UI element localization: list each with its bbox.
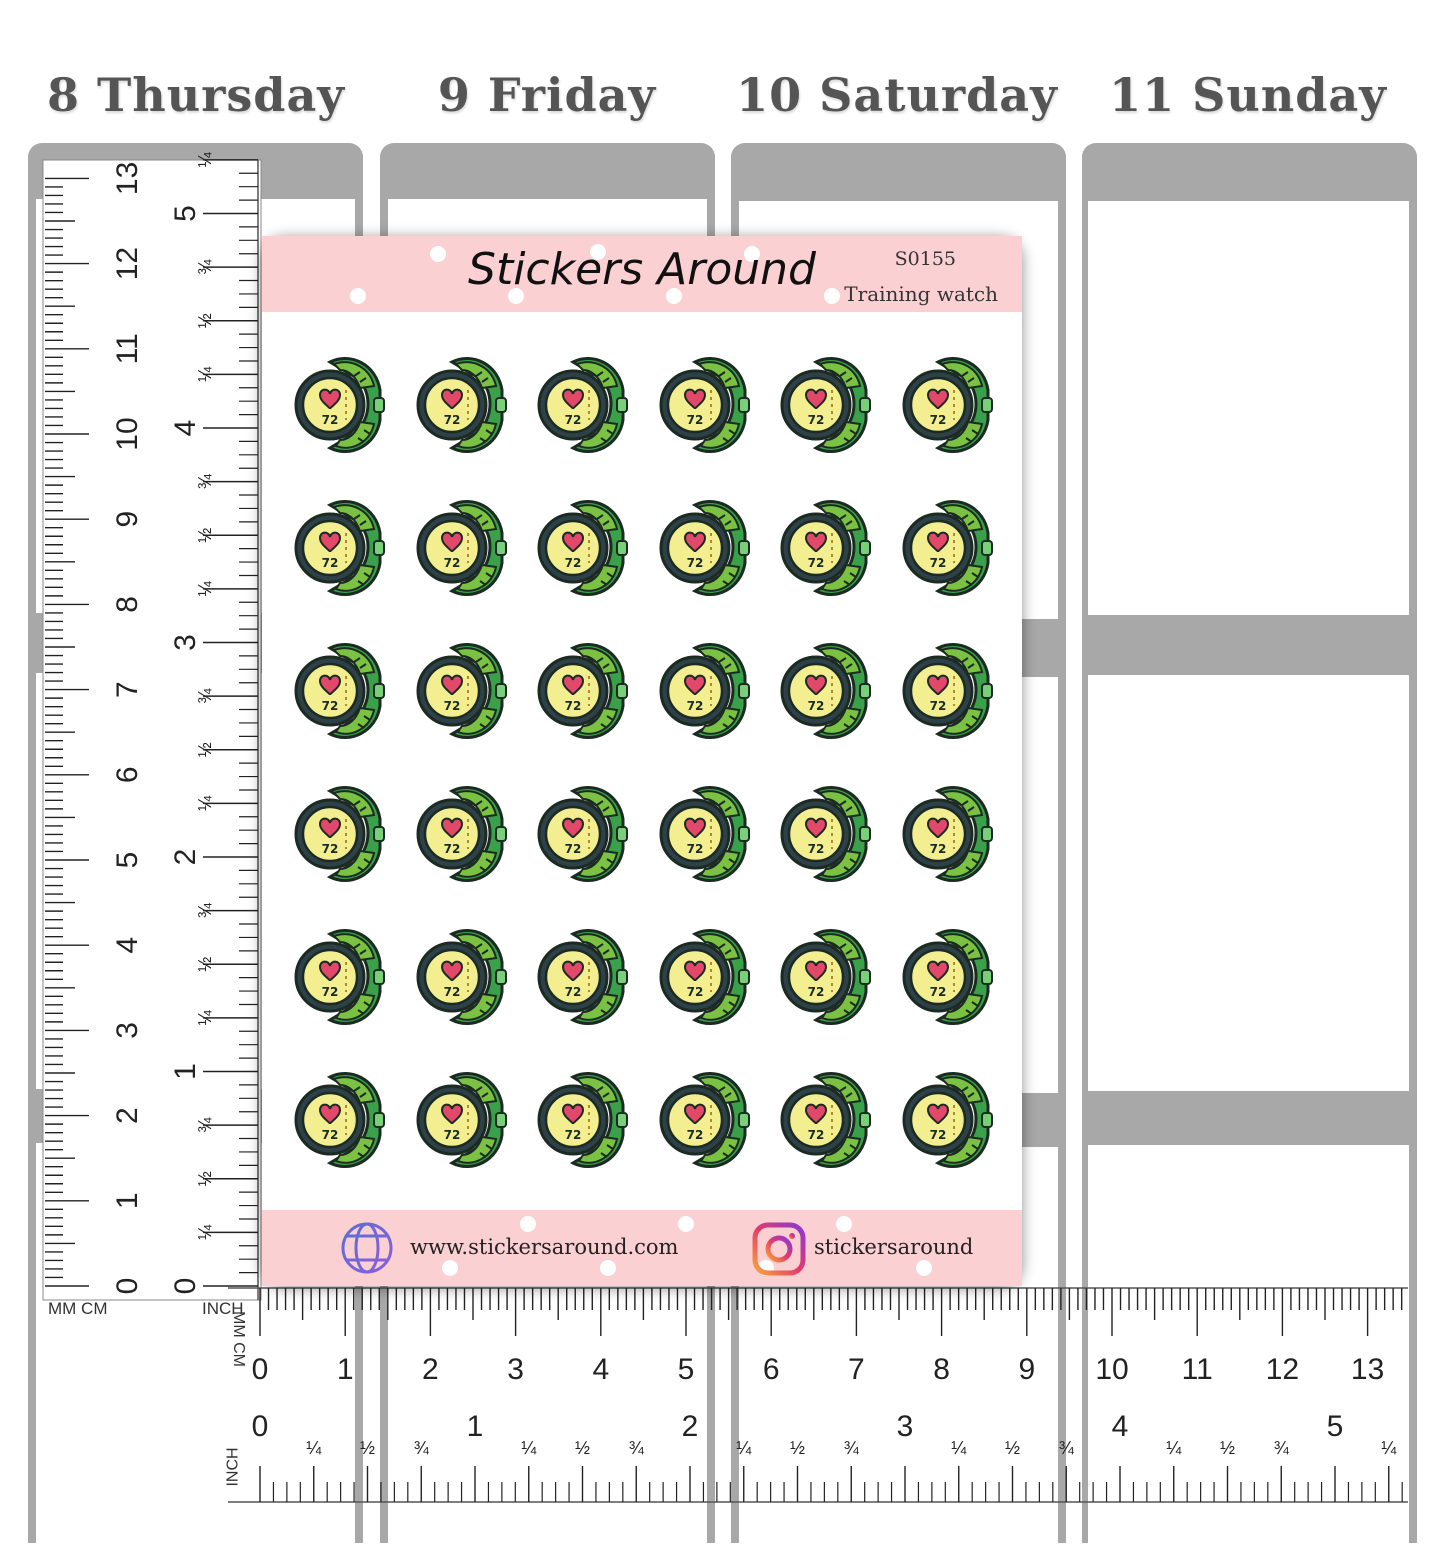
svg-text:72: 72 [564, 413, 582, 427]
training-watch-icon [776, 783, 872, 885]
training-watch-icon [412, 354, 508, 456]
ruler-cm-label: 13 [1350, 1353, 1385, 1386]
svg-text:72: 72 [807, 985, 825, 999]
ruler-fraction-label: ¼ [951, 1438, 967, 1458]
training-watch-icon [655, 1069, 751, 1171]
ruler-inch-label: 1 [169, 1063, 202, 1080]
ruler-cm-label: 5 [677, 1353, 695, 1386]
svg-text:72: 72 [929, 556, 946, 570]
ruler-inch-label: 0 [251, 1410, 269, 1443]
training-watch-icon [412, 783, 508, 885]
ruler-fraction-label: ¾ [195, 474, 215, 490]
training-watch-icon [533, 1069, 629, 1171]
training-watch-icon [776, 926, 872, 1028]
svg-text:72: 72 [807, 413, 825, 427]
training-watch-icon [412, 1069, 508, 1171]
training-watch-icon [655, 783, 751, 885]
ruler-cm-label: 9 [1018, 1353, 1036, 1386]
sheet-footer-banner [262, 1210, 1022, 1286]
day-title-thursday: 8 Thursday [47, 68, 345, 122]
ruler-inch-label: 4 [169, 419, 202, 437]
website-link[interactable]: www.stickersaround.com [410, 1235, 679, 1259]
svg-text:72: 72 [807, 1128, 825, 1142]
training-watch-icon [776, 497, 872, 599]
training-watch-icon [898, 783, 994, 885]
training-watch-icon [898, 926, 994, 1028]
training-watch-icon [655, 497, 751, 599]
ruler-fraction-label: ¾ [1273, 1438, 1289, 1458]
ruler-cm-label: 6 [762, 1353, 780, 1386]
ruler-fraction-label: ½ [195, 1171, 215, 1187]
svg-text:72: 72 [929, 413, 946, 427]
ruler-fraction-label: ¼ [736, 1438, 752, 1458]
ruler-cm-label: 5 [111, 851, 144, 869]
training-watch-icon [412, 640, 508, 742]
svg-text:72: 72 [443, 1128, 460, 1142]
ruler-fraction-label: ¼ [195, 1010, 215, 1026]
training-watch-icon [412, 926, 508, 1028]
svg-text:72: 72 [443, 413, 460, 427]
svg-text:72: 72 [321, 985, 339, 999]
svg-text:72: 72 [686, 413, 703, 427]
svg-text:72: 72 [929, 1128, 946, 1142]
ruler-cm-label: 10 [111, 417, 144, 451]
training-watch-icon [655, 926, 751, 1028]
svg-text:72: 72 [686, 699, 703, 713]
ruler-cm-label: 4 [111, 936, 144, 954]
ruler-cm-label: 2 [111, 1107, 144, 1124]
ruler-fraction-label: ¾ [195, 688, 215, 704]
svg-text:72: 72 [443, 699, 460, 713]
ruler-inch-label: 0 [169, 1277, 202, 1295]
horizontal-ruler [228, 1286, 1408, 1506]
ruler-h-inch-label: INCH [224, 1447, 242, 1487]
sticker-subtitle: Training watch [844, 282, 998, 306]
training-watch-icon [533, 783, 629, 885]
ruler-cm-label: 9 [111, 510, 144, 528]
training-watch-icon [776, 354, 872, 456]
training-watch-icon [290, 354, 386, 456]
ruler-cm-label: 3 [111, 1022, 144, 1039]
svg-text:72: 72 [321, 556, 339, 570]
ruler-cm-label: 8 [933, 1353, 950, 1386]
training-watch-icon [290, 926, 386, 1028]
training-watch-icon [290, 1069, 386, 1171]
instagram-icon [752, 1222, 806, 1276]
svg-text:72: 72 [929, 699, 946, 713]
svg-text:72: 72 [686, 1128, 703, 1142]
training-watch-icon [898, 497, 994, 599]
ruler-fraction-label: ½ [574, 1438, 591, 1458]
ruler-cm-label: 7 [111, 681, 144, 698]
svg-text:72: 72 [807, 699, 825, 713]
svg-text:72: 72 [321, 842, 339, 856]
ruler-fraction-label: ¾ [628, 1438, 644, 1458]
ruler-fraction-label: ¾ [195, 903, 215, 919]
ruler-inch-label: 5 [1326, 1410, 1344, 1443]
svg-text:72: 72 [686, 985, 703, 999]
ruler-cm-label: 1 [111, 1192, 144, 1210]
day-title-saturday: 10 Saturday [736, 68, 1058, 122]
ruler-cm-label: 1 [336, 1353, 354, 1386]
ruler-inch-label: 3 [169, 634, 202, 651]
svg-text:72: 72 [321, 699, 339, 713]
ruler-inch-label: 2 [681, 1410, 699, 1443]
svg-text:72: 72 [929, 842, 946, 856]
svg-text:72: 72 [564, 556, 582, 570]
svg-text:72: 72 [807, 556, 825, 570]
training-watch-icon [533, 926, 629, 1028]
ruler-cm-label: 11 [1181, 1353, 1213, 1386]
svg-text:72: 72 [443, 985, 460, 999]
globe-icon [340, 1221, 394, 1275]
day-title-sunday: 11 Sunday [1109, 68, 1387, 122]
sticker-code: S0155 [894, 248, 956, 270]
ruler-cm-label: 4 [592, 1353, 610, 1386]
ruler-fraction-label: ¼ [521, 1438, 537, 1458]
training-watch-icon [655, 640, 751, 742]
svg-text:72: 72 [564, 699, 582, 713]
svg-text:72: 72 [564, 842, 582, 856]
ruler-fraction-label: ¼ [195, 152, 215, 168]
ruler-fraction-label: ¾ [195, 259, 215, 275]
svg-text:72: 72 [686, 842, 703, 856]
ruler-fraction-label: ¼ [195, 366, 215, 382]
training-watch-icon [412, 497, 508, 599]
svg-text:72: 72 [443, 556, 460, 570]
ruler-cm-label: 3 [507, 1353, 524, 1386]
svg-text:72: 72 [321, 413, 339, 427]
training-watch-icon [655, 354, 751, 456]
training-watch-icon [533, 497, 629, 599]
ruler-fraction-label: ½ [1004, 1438, 1021, 1458]
training-watch-icon [898, 1069, 994, 1171]
training-watch-icon [533, 354, 629, 456]
ruler-fraction-label: ½ [195, 956, 215, 972]
ruler-cm-label: 12 [111, 246, 144, 281]
training-watch-icon [776, 1069, 872, 1171]
sticker-sheet [262, 236, 1022, 1286]
svg-text:72: 72 [929, 985, 946, 999]
ruler-h-unit-label: MM CM [229, 1311, 247, 1367]
ruler-fraction-label: ½ [195, 742, 215, 758]
day-title-friday: 9 Friday [437, 68, 657, 122]
ruler-fraction-label: ½ [789, 1438, 806, 1458]
ruler-fraction-label: ¾ [1058, 1438, 1074, 1458]
ruler-v-unit-label: MM CM [48, 1299, 108, 1318]
ruler-inch-label: 1 [466, 1410, 484, 1443]
ruler-cm-label: 10 [1095, 1353, 1129, 1386]
ruler-cm-label: 6 [111, 766, 144, 784]
training-watch-icon [290, 783, 386, 885]
ruler-inch-label: 4 [1111, 1410, 1129, 1443]
svg-text:72: 72 [564, 1128, 582, 1142]
svg-text:72: 72 [686, 556, 703, 570]
ruler-cm-label: 8 [111, 596, 144, 613]
ruler-v-inch-label: INCH [202, 1299, 244, 1318]
svg-text:72: 72 [564, 985, 582, 999]
svg-text:72: 72 [443, 842, 460, 856]
ruler-fraction-label: ¾ [413, 1438, 429, 1458]
ruler-fraction-label: ¼ [1166, 1438, 1182, 1458]
ruler-cm-label: 0 [111, 1277, 144, 1295]
training-watch-icon [898, 640, 994, 742]
ruler-fraction-label: ½ [359, 1438, 376, 1458]
ruler-fraction-label: ¾ [843, 1438, 859, 1458]
ruler-cm-label: 11 [111, 333, 144, 365]
ruler-cm-label: 7 [848, 1353, 865, 1386]
training-watch-icon [533, 640, 629, 742]
ruler-cm-label: 13 [111, 161, 144, 196]
ruler-inch-label: 5 [169, 205, 202, 222]
training-watch-icon [776, 640, 872, 742]
svg-text:72: 72 [807, 842, 825, 856]
ruler-inch-label: 2 [169, 848, 202, 866]
ruler-cm-label: 0 [251, 1353, 269, 1386]
instagram-handle[interactable]: stickersaround [814, 1235, 974, 1259]
sheet-header-banner [262, 236, 1022, 312]
vertical-ruler [43, 152, 263, 1300]
ruler-fraction-label: ¼ [195, 1224, 215, 1240]
ruler-fraction-label: ½ [195, 313, 215, 329]
brand-title: Stickers Around [468, 244, 816, 295]
svg-text:72: 72 [321, 1128, 339, 1142]
training-watch-icon [898, 354, 994, 456]
training-watch-icon [290, 640, 386, 742]
training-watch-icon [290, 497, 386, 599]
ruler-fraction-label: ¼ [195, 581, 215, 597]
ruler-cm-label: 12 [1265, 1353, 1300, 1386]
ruler-fraction-label: ¼ [306, 1438, 322, 1458]
ruler-fraction-label: ½ [1219, 1438, 1236, 1458]
ruler-inch-label: 3 [896, 1410, 914, 1443]
ruler-fraction-label: ¾ [195, 1117, 215, 1133]
ruler-cm-label: 2 [422, 1353, 439, 1386]
ruler-fraction-label: ¼ [195, 795, 215, 811]
ruler-fraction-label: ½ [195, 527, 215, 543]
ruler-fraction-label: ¼ [1381, 1438, 1397, 1458]
